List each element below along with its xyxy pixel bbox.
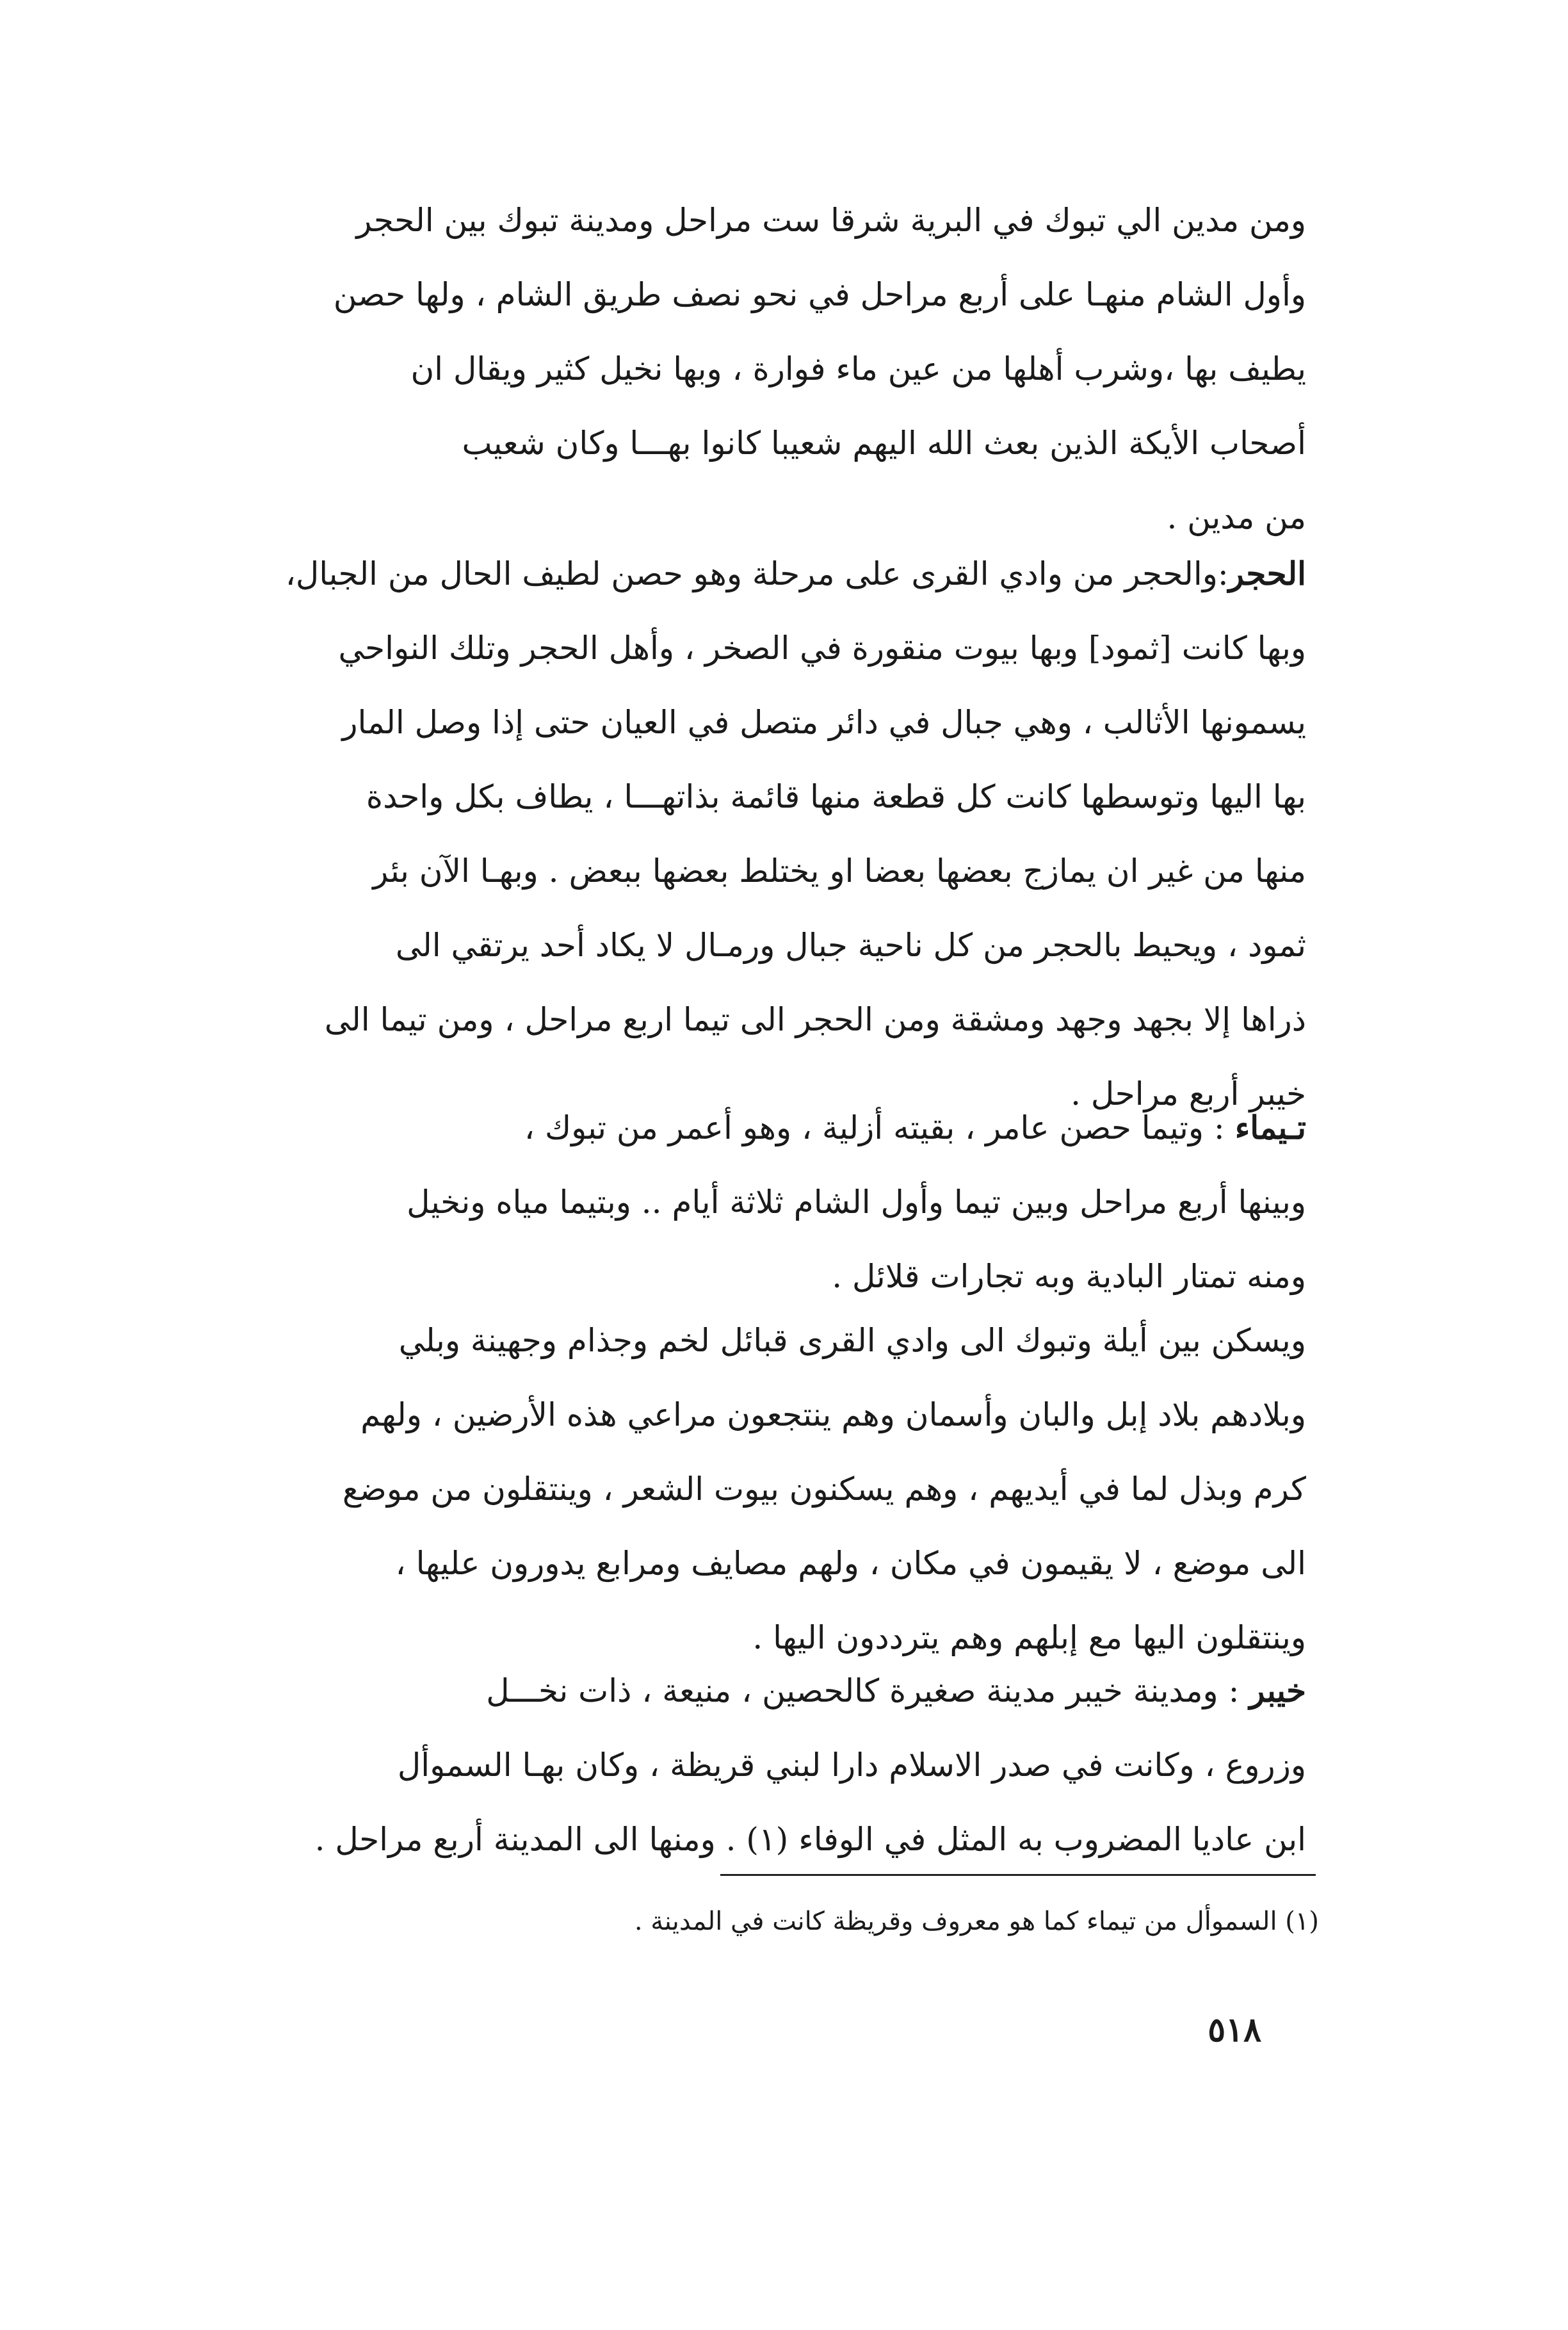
entry-first-line: : ومدينة خيبر مدينة صغيرة كالحصين ، منيعة ، ذات نخـــل [486,1672,1240,1709]
text-line: يسمونها الأثالب ، وهي جبال في دائر متصل في العيان حتى إذا وصل المار [342,704,1306,741]
paragraph-al-hijr [221,537,1306,1131]
entry-heading-tayma: تـيماء [1234,1109,1306,1146]
paragraph-madyan-tabuk [221,183,1306,555]
text-line: ابن عاديا المضروب به المثل في الوفاء (١) . ومنها الى المدينة أربع مراحل . [314,1821,1306,1858]
text-line: وزروع ، وكانت في صدر الاسلام دارا لبني قريظة ، وكان بهـا السموأل [397,1747,1306,1784]
text-line: وأول الشام منهـا على أربع مراحل في نحو نصف طريق الشام ، ولها حصن [333,276,1306,313]
text-line: منها من غير ان يمازج بعضها بعضا او يختلط بعضها ببعض . وبهـا الآن بئر [373,852,1306,890]
text-line [221,537,1306,611]
text-line: ومن مدين الي تبوك في البرية شرقا ست مراحل ومدينة تبوك بين الحجر [356,202,1306,239]
text-line: من مدين . [1167,499,1306,536]
text-line: أصحاب الأيكة الذين بعث الله اليهم شعيبا كانوا بهـــا وكان شعيب [462,425,1306,462]
text-line [221,1091,1306,1165]
text-line: ومنه تمتار البادية وبه تجارات قلائل . [832,1258,1306,1295]
text-line: وبينها أربع مراحل وبين تيما وأول الشام ثلاثة أيام .. وبتيما مياه ونخيل [407,1184,1306,1221]
text-line: خيبر أربع مراحل . [1071,1075,1306,1112]
text-line: وبلادهم بلاد إبل والبان وأسمان وهم ينتجعون مراعي هذه الأرضين ، ولهم [360,1396,1306,1433]
entry-heading-al-hijr: الحجر [1228,555,1306,592]
text-line [221,1654,1306,1728]
text-line: وبها كانت [ثمود] وبها بيوت منقورة في الصخر ، وأهل الحجر وتلك النواحي [338,630,1306,667]
entry-heading-khaybar: خيبر [1249,1672,1306,1709]
paragraph-tribes [221,1303,1306,1675]
entry-first-line: : وتيما حصن عامر ، بقيته أزلية ، وهو أعمر من تبوك ، [524,1109,1225,1146]
text-line: الى موضع ، لا يقيمون في مكان ، ولهم مصايف ومرابع يدورون عليها ، [395,1545,1306,1582]
footnote: (١) السموأل من تيماء كما هو معروف وقريظة كانت في المدينة . [634,1907,1319,1936]
text-line: ذراها إلا بجهد وجهد ومشقة ومن الحجر الى تيما اربع مراحل ، ومن تيما الى [324,1001,1306,1038]
paragraph-khaybar [221,1654,1306,1877]
entry-first-line: :والحجر من وادي القرى على مرحلة وهو حصن لطيف الحال من الجبال، [285,555,1229,592]
text-line: وينتقلون اليها مع إبلهم وهم يترددون اليها . [752,1619,1306,1656]
text-line: بها اليها وتوسطها كانت كل قطعة منها قائمة بذاتهـــا ، يطاف بكل واحدة [366,778,1306,815]
footnote-separator [720,1874,1316,1876]
paragraph-tayma [221,1091,1306,1314]
text-line: ثمود ، ويحيط بالحجر من كل ناحية جبال ورمـال لا يكاد أحد يرتقي الى [395,927,1306,964]
text-line: ويسكن بين أيلة وتبوك الى وادي القرى قبائل لخم وجذام وجهينة وبلي [398,1322,1306,1359]
text-line: كرم وبذل لما في أيديهم ، وهم يسكنون بيوت الشعر ، وينتقلون من موضع [342,1471,1306,1508]
text-line: يطيف بها ،وشرب أهلها من عين ماء فوارة ، وبها نخيل كثير ويقال ان [410,350,1306,387]
page-number: ٥١٨ [1208,2010,1261,2049]
